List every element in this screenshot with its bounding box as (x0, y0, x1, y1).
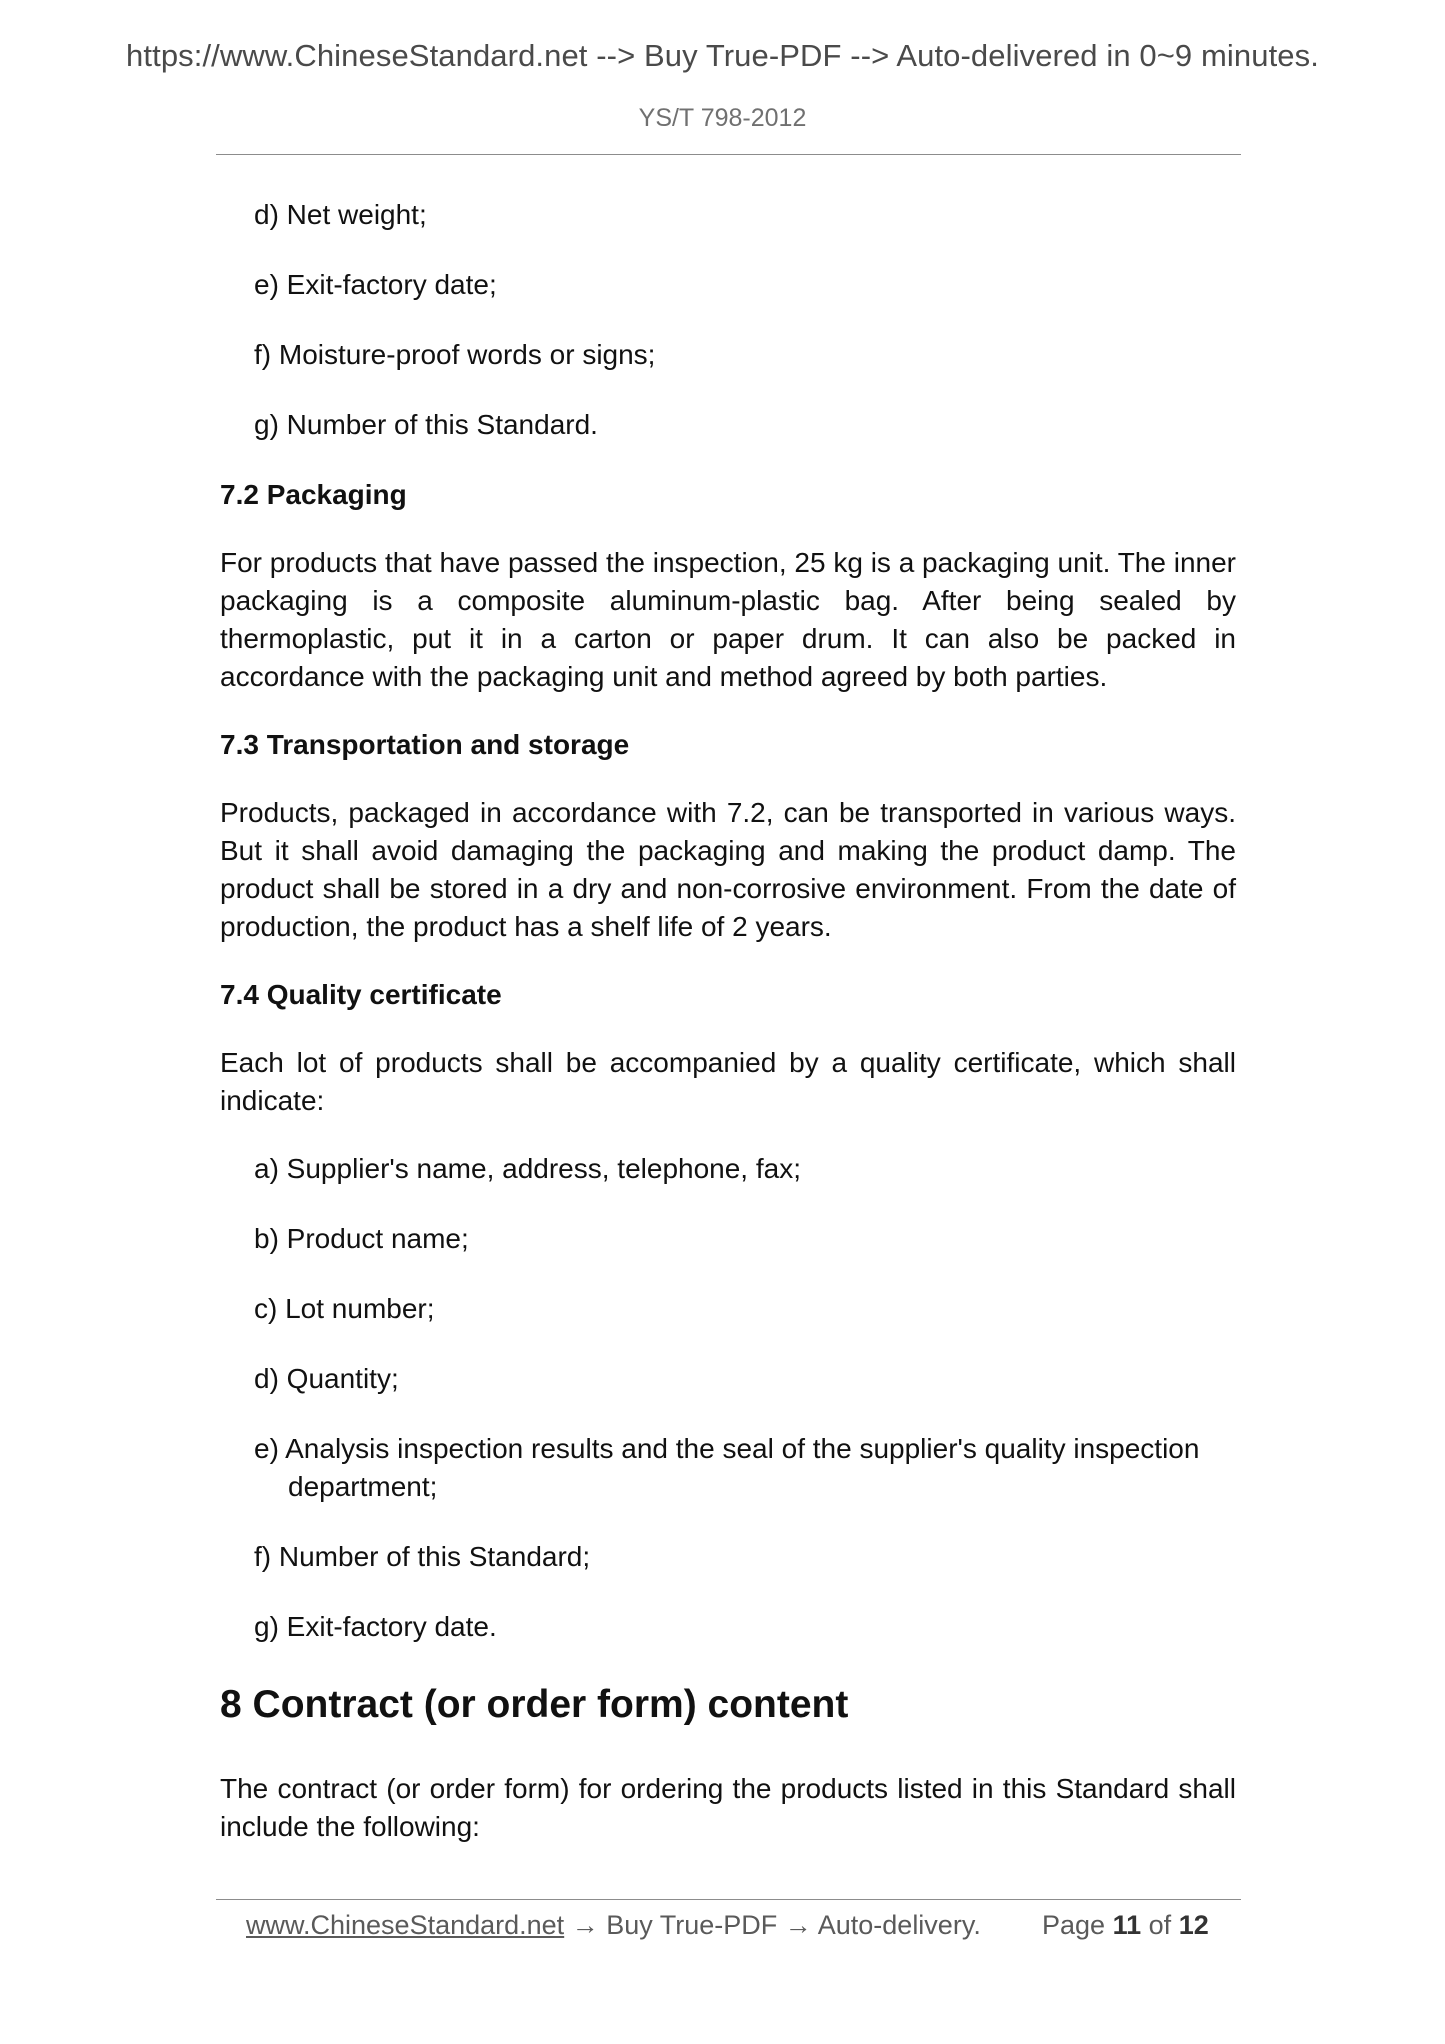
page-current: 11 (1112, 1910, 1142, 1940)
list-item: f) Moisture-proof words or signs; (254, 339, 656, 370)
header-divider (216, 154, 1241, 155)
section-title-7-4: 7.4 Quality certificate (220, 979, 502, 1010)
list-item: c) Lot number; (254, 1293, 435, 1324)
paragraph-7-3: Products, packaged in accordance with 7.2, can be transported in various ways. But it shall avoid damaging the packaging and making the product damp. The product shall be stored in a dry and non-corrosive environment. From the date of production, the product has a shelf life of 2 years. (220, 797, 1236, 942)
page-total: 12 (1178, 1910, 1209, 1940)
page-indicator (1042, 1907, 1209, 1943)
page-label: Page (1042, 1910, 1106, 1940)
list-item: e) Exit-factory date; (254, 269, 497, 300)
paragraph-8: The contract (or order form) for ordering the products listed in this Standard shall include the following: (220, 1773, 1236, 1842)
footer-website-link[interactable]: www.ChineseStandard.net (246, 1910, 565, 1940)
of-label: of (1148, 1910, 1172, 1940)
list-item: d) Net weight; (254, 199, 427, 230)
list-item: f) Number of this Standard; (254, 1541, 591, 1572)
section-title-7-2: 7.2 Packaging (220, 479, 407, 510)
list-item: g) Number of this Standard. (254, 409, 598, 440)
paragraph-7-2: For products that have passed the inspection, 25 kg is a packaging unit. The inner packaging is a composite aluminum-plastic bag. After being sealed by thermoplastic, put it in a carton or paper drum. It can also be packed in accordance with the packaging unit and method agreed by both parties. (220, 547, 1236, 692)
footer-delivery-text: → Buy True-PDF → Auto-delivery. (564, 1910, 981, 1940)
list-item: b) Product name; (254, 1223, 469, 1254)
footer-divider (216, 1899, 1241, 1900)
paragraph-7-4: Each lot of products shall be accompanied by a quality certificate, which shall indicate: (220, 1047, 1236, 1116)
list-item: d) Quantity; (254, 1363, 399, 1394)
section-title-7-3: 7.3 Transportation and storage (220, 729, 630, 760)
footer-delivery (246, 1907, 981, 1943)
chapter-title-8: 8 Contract (or order form) content (220, 1683, 849, 1726)
standard-number: YS/T 798-2012 (638, 104, 807, 132)
top-banner: https://www.ChineseStandard.net --> Buy True-PDF --> Auto-delivered in 0~9 minutes. (126, 38, 1319, 73)
list-item: a) Supplier's name, address, telephone, fax; (254, 1153, 801, 1184)
document-body (220, 196, 1236, 1876)
list-item: e) Analysis inspection results and the seal of the supplier's quality inspection department; (254, 1433, 1200, 1502)
list-item: g) Exit-factory date. (254, 1611, 497, 1642)
